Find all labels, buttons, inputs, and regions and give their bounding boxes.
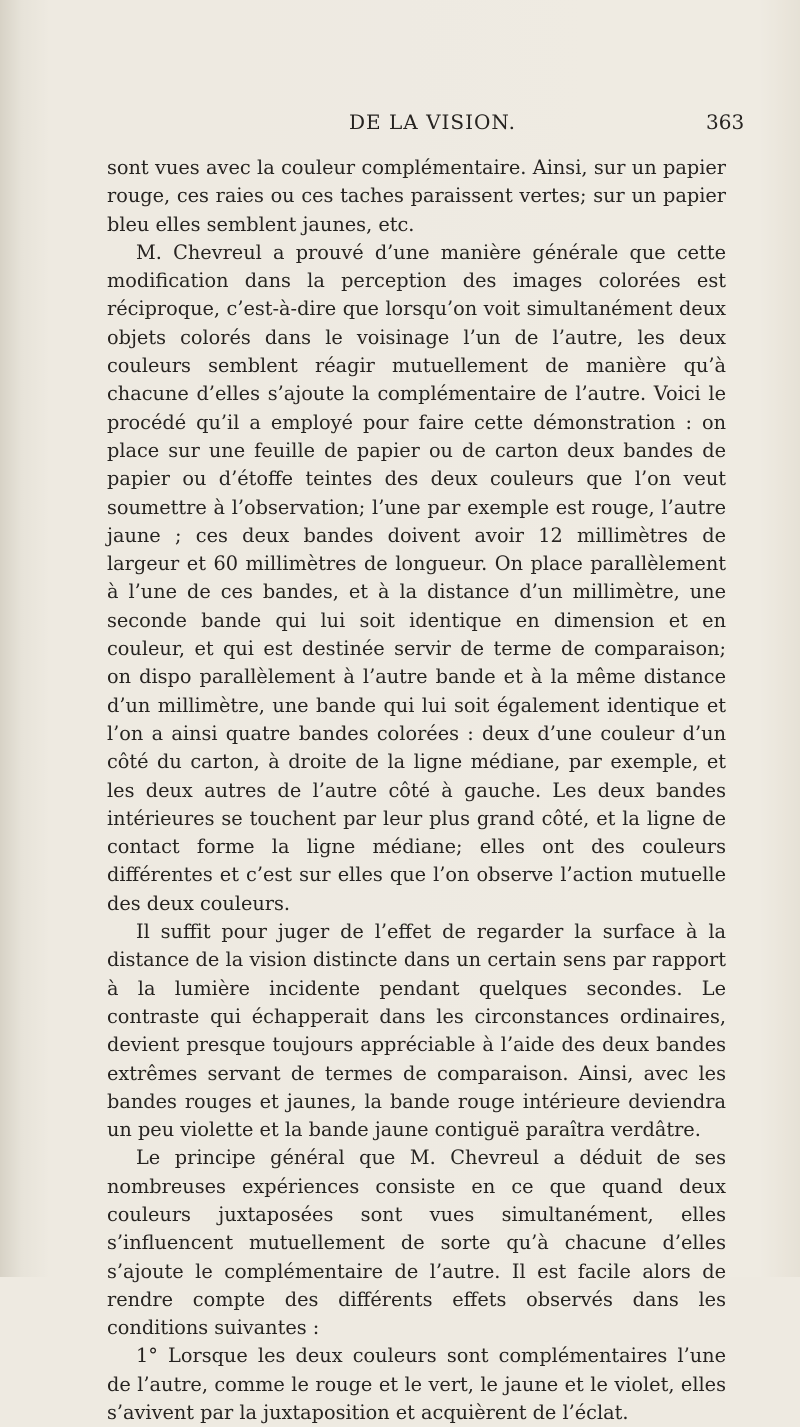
paragraph-general-principle: Le principe général que M. Chevreul a déduit de ses nombreuses expériences consiste en ce que quand deux couleurs juxtaposées sont vues simultanément, elles s’influencent mutuellement de sorte qu’à chacune d’elles s’ajoute le complémentaire de l’autre. Il est facile alors de rendre compte des différents effets observés dans les conditions suivantes : (107, 1146, 726, 1340)
paragraph-observation: Il suffit pour juger de l’effet de regarder la surface à la distance de la vision distincte dans un certain sens par rapport à la lumière incidente pendant quelques secondes. Le contraste qui échapperait dans les circonstances ordinaires, devient presque toujours appréciable à l’aide des deux bandes extrêmes servant de termes de comparaison. Ainsi, avec les bandes rouges et jaunes, la bande rouge intérieure deviendra un peu violette et la bande jaune contiguë paraîtra verdâtre. (107, 920, 726, 1142)
paragraph-chevreul-demonstration: M. Chevreul a prouvé d’une manière générale que cette modification dans la perception des images colorées est réciproque, c’est-à-dire que lorsqu’on voit simultanément deux objets colorés dans le voisinage l’un de l’autre, les deux couleurs semblent réagir mutuellement de manière qu’à chacune d’elles s’ajoute la complémentaire de l’autre. Voici le procédé qu’il a employé pour faire cette démonstration : on place sur une feuille de papier ou de carton deux bandes de papier ou d’étoffe teintes des deux couleurs que l’on veut soumettre à l’observation; l’une par exemple est rouge, l’autre jaune ; ces deux bandes doivent avoir 12 millimètres de largeur et 60 millimètres de longueur. On place parallèlement à l’une de ces bandes, et à la distance d’un millimètre, une seconde bande qui lui soit identique en dimension et en couleur, et qui est destinée servir de terme de comparaison; on dispo parallèlement à l’autre bande et à la même distance d’un millimètre, une bande qui lui soit également identique et l’on a ainsi quatre bandes colorées : deux d’une couleur d’un côté du carton, à droite de la ligne médiane, par exemple, et les deux autres de l’autre côté à gauche. Les deux bandes intérieures se touchent par leur plus grand côté, et la ligne de contact forme la ligne médiane; elles ont des couleurs différentes et c’est sur elles que l’on observe l’action mutuelle des deux couleurs. (107, 240, 726, 915)
running-title: DE LA VISION. (349, 110, 516, 134)
body-text (107, 154, 726, 1427)
page-header (0, 110, 800, 140)
page-number: 363 (706, 110, 745, 134)
paragraph-first-case: 1° Lorsque les deux couleurs sont complémentaires l’une de l’autre, comme le rouge et le vert, le jaune et le violet, elles s’avivent par la juxtaposition et acquièrent de l’éclat. (107, 1344, 726, 1425)
paragraph-continuation: sont vues avec la couleur complémentaire. Ainsi, sur un papier rouge, ces raies ou ces taches paraissent vertes; sur un papier bleu elles semblent jaunes, etc. (107, 156, 726, 236)
